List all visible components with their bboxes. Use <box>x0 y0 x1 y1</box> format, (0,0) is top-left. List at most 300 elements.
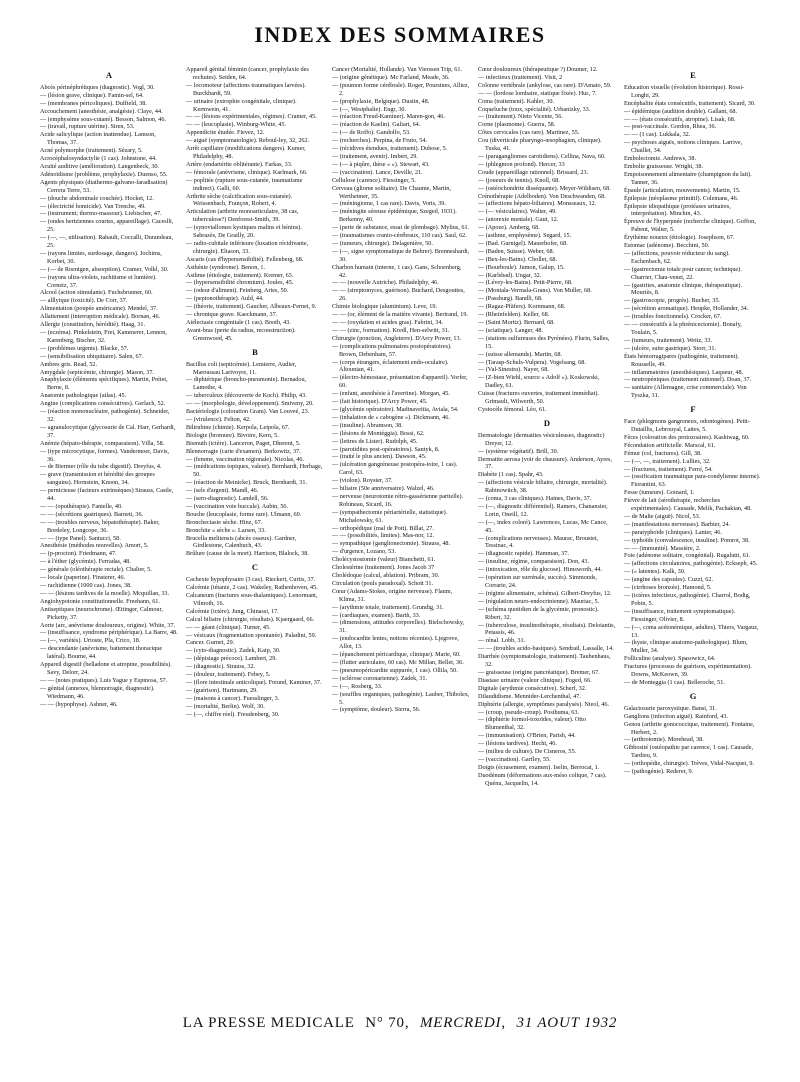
index-entry: — (recherches). Perpina, de Fruto, 54. <box>332 137 428 145</box>
index-entry: — (insuffisance, syndrome périphérique). La Barre, 48. <box>40 629 178 637</box>
index-entry: — — (notes pratiques). Luis Yague y Espinosa, 57. <box>40 676 168 684</box>
index-entry: — (flore intestinale anticolique). Freund, Kaminer, 37. <box>186 678 322 686</box>
index-entry: — (Tarasp-Schuls-Vulpera). Vogelsang, 68. <box>478 358 586 366</box>
index-entry: Anatomie pathologique (atlas). 45. <box>40 392 127 400</box>
index-entry: — — géant (clinique). Turner, 45. <box>186 623 271 631</box>
index-entry: Genou (arthrite gonococcique, traitement). Fontaine, Herbert, 2. <box>624 720 755 736</box>
index-entry: — (ostéochondrite disséquante). Meyer-Wildisen, 68. <box>478 184 611 192</box>
index-entry: — — (lordose lombaire, statique fixée). Huc, 7. <box>478 89 597 97</box>
index-entry: Acné polymorphe (traitement). Sézary, 5. <box>40 147 143 155</box>
index-entry: — (vaccination voie buccale). Aubin, 56. <box>186 502 289 510</box>
index-entry: Encéphalite états consécutifs, traitement). Sicard, 30. <box>624 99 756 107</box>
index-entry: — (traumatismes cranio-cérébraux, 110 cas). Saul, 62. <box>332 232 467 240</box>
index-entry: Ascaris (cas d'hypersensibilité). Fellenberg, 68. <box>186 255 304 263</box>
index-entry: — (insuline). Abramson, 38. <box>332 421 403 429</box>
index-entry: — — (nouvelle Autriche). Philadelphy, 46. <box>332 279 439 287</box>
index-entry: Coma (traitement). Kahler, 30. <box>478 97 555 105</box>
index-entry: — (orthopédie, chirurgie). Trèves, Vidal-Nacquet, 9. <box>624 760 754 768</box>
issue-day: MERCREDI, <box>419 1015 506 1031</box>
index-entry: Duodénum (déformations aux-méso colique, 7 cas). Quénu, Jacquelin, 14. <box>478 771 607 787</box>
index-entry: — graisseuse (origine pancréatique). Bremer, 67. <box>478 668 600 676</box>
index-entry: Anesthésie (méthodes nouvelles). Amort, 5. <box>40 542 149 550</box>
index-entry: Doigts (écrasement, examen). Iselin, Berrocat, 1. <box>478 763 600 771</box>
index-entry: — (fractures, traitement). Ferré, 54. <box>624 465 713 473</box>
index-entry: Chimie biologique (aluminium). Leve, 19. <box>332 303 437 311</box>
index-entry: — — (1 cas). Lukkala, 32. <box>624 131 691 139</box>
index-entry: Bactériologie (coloration Gram). Van Louveé, 23. <box>186 408 310 416</box>
index-entry: — (Z-bien Wiehl, source « Adolf »). Koskowski, Dadley, 61. <box>478 374 600 390</box>
index-entry: — (—, Rosberg, 33. <box>332 682 383 690</box>
index-entry: — (maisons à cancer). Fuesslinger, 3. <box>186 694 280 702</box>
index-entry: Érythème noueux (étiologie). Josephson, 67. <box>624 234 735 242</box>
index-entry: — (électro-hémostase, présentation d'appareil). Vorfer, 60. <box>332 374 468 390</box>
index-entry: Appendicite étudée. Fievez, 12. <box>186 129 265 137</box>
index-entry: Cou (diverticule pharyngo-œsophagien, clinique). Tuska, 41. <box>478 137 602 153</box>
index-entry: — (sympathectomie périartérielle, statistique). Michalowsky, 61. <box>332 508 448 524</box>
index-entry: Bilirubine (chimie). Kerpola, Leipola, 67. <box>186 423 290 431</box>
index-entry: — (perte de substance, essai de plombage). Mylius, 61. <box>332 224 470 232</box>
index-entry: Épreuve de l'hyperpnée (recherche clinique). Goffon, Pabent, Walter, 5. <box>624 218 756 234</box>
index-entry: — (traitement). Nieto Vicente, 56. <box>478 113 563 121</box>
index-entry: — (cardiaques, examen). Barth, 33. <box>332 611 421 619</box>
index-entry: — (coma, 3 cas cliniques). Haines, Davis, 37. <box>478 495 592 503</box>
index-entry: Diastase urinaire (valeur clinique). Foged, 66. <box>478 676 592 684</box>
index-entry: — (synoviallomes kystiques malins et bénins). Sabrazès, De Grailly, 20. <box>186 224 302 240</box>
index-entry: — (ictères infectieux, pathogénie). Charrol, Bodig, Pobin, 5. <box>624 592 751 607</box>
index-entry: — (système végétatif). Brill, 30. <box>478 447 559 455</box>
index-entry: — inflammatoires (anesthésiques). Laqueur, 48. <box>624 368 744 376</box>
index-entry: Estomac (adénome). Becchini, 50. <box>624 242 710 250</box>
index-entry: — — (or, élément de la matière vivante). Bertrand, 19. <box>332 311 468 319</box>
index-entry: — (croup, pseudo-croup). Posthuma, 63. <box>478 708 580 716</box>
index-column <box>478 66 616 1008</box>
index-entry: — à l'éther (glycémie). Ferradas, 48. <box>40 558 131 566</box>
index-entry: — (asthme, emphysème). Segard, 15. <box>478 232 572 240</box>
index-entry: Digitale (arythmie consécutive). Scherf, 32. <box>478 684 587 692</box>
index-entry: Charbon humain (interne, 1 cas). Gans, Schoenberg, 42. <box>332 263 462 279</box>
index-entry: — chronique grave. Kaeckmann, 37. <box>186 311 278 319</box>
index-entry: Angine (complications consécutives). Gerlach, 52. <box>40 400 166 408</box>
index-entry: Fractures (processus de guérison, expérimentation). Downs, McKeown, 39. <box>624 663 752 679</box>
index-entry: — (vaccination). Garfley, 55. <box>478 755 551 763</box>
index-entry: — (manifestations nerveuses). Barbier, 24. <box>624 520 731 528</box>
index-entry: — — (streptomyces, guérison). Buchard, Desgouttes, 26. <box>332 287 465 303</box>
index-entry: Cœur douloureux (thérapeutique ?) Doumer, 12. <box>478 66 598 73</box>
section-letter: B <box>252 346 258 357</box>
index-entry: — (électricité homicide). Van Trenche, 49. <box>40 202 146 210</box>
index-entry: — (poumon forme cérébrale). Roger, Poursines, Alliez, 2. <box>332 81 470 97</box>
index-entry: — (réaction de Meinicke). Bruck, Bernhardt, 31. <box>186 479 307 487</box>
index-entry: — (théorie, traitement). Gaucher, Albeaux-Fernet, 9. <box>186 303 317 311</box>
index-entry: — (paragangliomes carotidiens). Cellina, Nava, 60. <box>478 152 606 160</box>
index-columns <box>40 66 762 1008</box>
index-entry: Embolectomie. Andrews, 38. <box>624 155 697 163</box>
index-entry: Cerveau (gliome solitaire). De Chaume, Martin, Wertheimer, 35. <box>332 184 451 200</box>
index-entry: Asthme (étiologie, traitement). Kremer, 63. <box>186 271 294 279</box>
index-entry: — (régulation neuro-endocrinienne). Mauriac, 5. <box>478 597 600 605</box>
index-entry: — (réaction Freud-Kaminer). Maren-gon, 46. <box>332 113 445 121</box>
index-entry: — sympathique (ganglionectomie). Strauss, 48. <box>332 540 451 548</box>
index-entry: — (origine génétique). Mc Farland, Meade, 36. <box>332 73 450 81</box>
index-entry: — (femme, vaccination régionale). Nicolas, 46. <box>186 455 305 463</box>
index-entry: — diphtérique (broncho-pneumonie). Bernadou, Lamothe, 4. <box>186 376 307 392</box>
index-entry: — (gastroscopie, progrès). Bucher, 35. <box>624 297 720 305</box>
index-entry: Articulation (arthrite monoarticulaire, 38 cas, tuberculose?) Denforest-Smith, 39. <box>186 208 299 224</box>
index-entry: — grave (transmission et hérédité des groupes sanguins). Hornstein, Knoon, 34. <box>40 471 155 487</box>
index-entry: Anaphylaxie (éléments spécifiques). Martin, Prétet, Berne, 8. <box>40 376 168 392</box>
index-entry: — (insuline, régime, comparaison). Don, 43. <box>478 558 590 566</box>
index-entry: Bismuth (ictère). Lanceron, Paget, Dherent, 5. <box>186 439 301 447</box>
index-entry: — — (hypophyse). Ashner, 46. <box>40 700 118 708</box>
index-entry: Fémur (col, fractures). Gill, 38. <box>624 449 702 457</box>
index-entry: Aorte (arc, anévrisme douloureux, origine). White, 37. <box>40 621 176 629</box>
index-entry: — (endocardite lentes, notions récentes). Ljegrove, Allot, 13. <box>332 635 459 651</box>
index-entry: Appareil digestif (belladone et atropine, possibilités). Savy, Delorr, 24. <box>40 661 172 676</box>
index-entry: — — (opothérapie). Fanielle, 40. <box>40 502 123 510</box>
index-entry: — (vaccination). Lance, Deville, 21. <box>332 168 423 176</box>
index-entry: — (diagnostic rapide). Hamman, 37. <box>478 550 569 558</box>
index-entry: — (odeur d'aliment). Feinberg, Aries, 50. <box>186 287 289 295</box>
index-entry: Acide salicylique (action inattendue). Lamson, Thomas, 37. <box>40 131 156 147</box>
index-entry: — (méningite séreuse épidémique, Szeged, 1931). Berkenny, 40. <box>332 208 457 224</box>
index-entry: — paratyphoïde (cliniques). Lanter, 46. <box>624 528 722 536</box>
index-entry: — — consécutifs à la phrénicectomie). Bonafy, Toulain, 5. <box>624 321 742 336</box>
index-entry: — tuberculeux (découverte de Koch). Philip, 43. <box>186 392 307 400</box>
index-entry: — (Apoze). Amberg, 68. <box>478 224 540 232</box>
index-entry: — (—, —, traitement). Lullies, 32. <box>624 457 711 465</box>
index-entry: — (Karlsbad). Ungar, 32. <box>478 271 542 279</box>
index-entry: — — (leucoplasie). Winburg-White, 45. <box>186 121 287 129</box>
index-entry: Anémie (hépato-thérapie, comparaison). Villa, 58. <box>40 439 165 447</box>
index-entry: Asthénie (syndrome). Benon, 1. <box>186 263 266 271</box>
index-entry: Empoisonnement alimentaire (champignon du lait). Tanner, 36. <box>624 170 752 186</box>
index-entry: Adénoïdisme (problème, prophylaxie). Duenso, 55. <box>40 170 168 178</box>
index-entry: Appareil génital féminin (cancer, prophylaxie des rechutes). Seiden, 64. <box>186 66 309 81</box>
index-entry: — (emphysème sous-cutané). Besson, Salmon, 46. <box>40 115 166 123</box>
index-entry: — (travail, rupture utérine). Siren, 53. <box>40 123 135 131</box>
index-entry: — (— à piqûre, thèse « »). Stewart, 43. <box>332 160 430 168</box>
index-entry: Bronchite « sèche ». Larsen, 33. <box>186 526 266 534</box>
index-entry: Alimentation (poupée américaine). Mendel, 37. <box>40 305 158 313</box>
index-entry: — (—, index coloré). Lawrences, Lucas, Mc Cance, 45. <box>478 518 608 534</box>
index-entry: Acuité auditive (amélioration). Langenbeck, 30. <box>40 162 160 170</box>
index-entry: — infectieux (traitement). Visit, 2 <box>478 73 563 81</box>
index-entry: — (angine des capsules). Cuzzi, 62. <box>624 576 714 584</box>
section-letter: D <box>543 417 551 428</box>
index-entry: — aiguë (symptomatologie). Reboul-ley, 32, 262. <box>186 137 310 145</box>
index-entry: — (ulcère, suite gastrique). Storr, 31. <box>624 344 717 352</box>
index-entry: — (pneumopéricardite suppurée, 1 cas). Ollila, 50. <box>332 666 458 674</box>
index-entry: — (joueurs de tennis). Knoll, 68. <box>478 176 560 184</box>
index-entry: Biologie (bromure). Bivoire, Kern, 5. <box>186 431 279 439</box>
index-entry: — (complications nerveuses). Maurac, Broustet, Tessinac, 4. <box>478 534 599 550</box>
index-entry: — (—, signe symptomatique de Behrer). Brenneshardt, 30. <box>332 247 470 263</box>
page-footer <box>0 1015 800 1032</box>
index-entry: — (problèmes urgents). Blacke, 57. <box>40 344 129 352</box>
index-entry: Abcès périnéphrétiques (diagnostic). Vogl, 30. <box>40 83 155 91</box>
index-entry: — (—, chiffre réel). Freudenberg, 30. <box>186 710 280 718</box>
index-entry: Calcaneum (fractures sous-thalamiques). Lenormant, Vilmoth, 16. <box>186 592 318 607</box>
section-letter: G <box>689 690 697 701</box>
index-entry: — (p-procton). Friedmann, 47. <box>40 550 117 558</box>
index-entry: — (immunisation). O'Brien, Parish, 44. <box>478 732 576 740</box>
index-entry: Cachexie hypophysaire (3 cas). Rieckert, Curtis, 37. <box>186 576 316 584</box>
index-entry: — (lésions de Montéggia). Bossi, 62. <box>332 429 425 437</box>
index-entry: — génital (annexes, blennorragie, diagnostic). Wiedmann, 46. <box>40 684 155 700</box>
index-entry: — (Saint Moritz). Bernard, 68. <box>478 319 555 326</box>
index-entry: Bacillus coli (septicémie). Lemierre, Audier, Maroussau Larivoyre, 11. <box>186 360 297 376</box>
index-entry: — (corps étrangers, éclatement endo-oculaire). Altounian, 41. <box>332 358 449 374</box>
index-entry: Bouche (leucoplasie, forme rare). Ulmann, 60. <box>186 510 302 518</box>
index-entry: — post-vaccinale. Gordon, Rhea, 36. <box>624 123 717 131</box>
index-entry: — (douche abdominale couchée). Hocket, 12. <box>40 194 154 202</box>
index-entry: — locomoteur (affections traumatiques larvées). Burckhardt, 59. <box>186 81 306 97</box>
index-entry: — (symptôme, douleur). Sierra, 56. <box>332 706 421 714</box>
issue-date: 31 AOUT 1932 <box>516 1015 618 1031</box>
index-entry: — (milieu de culture). De Cisneros, 55. <box>478 748 577 756</box>
index-entry: Dilaudidisme. Mennider-Lerchenthal, 47. <box>478 692 581 700</box>
index-entry: — (Bex-les-Bains). Chollet, 68. <box>478 255 558 263</box>
index-entry: — (opération sur surrénale, succès). Simmonds, Corrarie, 24. <box>478 574 597 589</box>
index-entry: Galactosurie paroxystique. Bansi, 31. <box>624 704 717 712</box>
index-entry: — orthopédique (mal de Pott). Billat, 27. <box>332 524 434 532</box>
index-entry: — (ulcération gangréneuse postopéra-toire, 1 cas). Carol, 63. <box>332 461 458 477</box>
index-entry: Allergie (constitution, hérédité). Haag, 31. <box>40 321 146 329</box>
index-entry: — (— de Roffo). Gandolfo, 53. <box>332 129 411 137</box>
index-entry: Diabète (1 cas). Spahr, 43. <box>478 471 544 479</box>
index-entry: — (sels d'argent). Mandl, 46. <box>186 487 259 495</box>
index-entry: Épaule (articulation, mouvements). Martin, 15. <box>624 186 741 194</box>
index-entry: Calcémie (ictère). Jung, Chinassi, 17. <box>186 607 279 615</box>
index-entry: — (anorexie mentale). Gaut, 12. <box>478 216 559 224</box>
index-entry: — (médications topiques, valeur). Bernhardt, Herbage, 50. <box>186 463 323 479</box>
index-entry: — (phlegmon profond). Hercer, 33 <box>478 160 565 168</box>
index-entry: — (instrument; thermo-massour). Liebischer, 47. <box>40 210 162 218</box>
index-entry: — (affections vésicule biliaire, chirurgie, mortalité). Rabinowitch, 38. <box>478 479 608 495</box>
index-entry: — (sensibilisation ubiquitaire). Salen, 67. <box>40 352 144 360</box>
index-entry: Angiohypotonie constitutionnelle. Freehann, 61. <box>40 597 160 605</box>
index-entry: Ganglions (infection aiguë). Rainford, 43. <box>624 712 728 720</box>
index-entry: — (cirrhoses bronzée). Hamond, 5. <box>624 584 712 592</box>
index-entry: Allaitement (interruption médicale). Bornan, 46. <box>40 313 161 321</box>
index-entry: — (pathogénie). Rederer, 9. <box>624 768 694 776</box>
index-entry: — (récidives étendues, traitement). Dubose, 5. <box>332 145 448 153</box>
index-entry: — (suisse allemands). Martin, 68. <box>478 350 563 358</box>
index-entry: Brucella melitensis (abcès osseux). Gardner, Girdlestone, Calenbuch, 43. <box>186 534 297 550</box>
index-entry: — de Monteggia (1 cas). Belleroche, 51. <box>624 678 725 686</box>
index-entry: Calcul biliaire (chirurgie, résultats). Kjaergaard, 66. <box>186 615 315 623</box>
index-entry: — (gastrites, anatomie clinique, thérapeutique). Mouriès, 8. <box>624 281 743 297</box>
index-column <box>624 66 762 1008</box>
section-letter: C <box>251 562 259 573</box>
index-entry: — (schéma quotidien de la glycémie, pronostic). Ribert, 32. <box>478 605 599 621</box>
index-entry: — (Rheinfelden). Keller, 68. <box>478 311 550 319</box>
index-entry: — (régime alimentaire, schéma). Gilbert-Dreyfus, 12. <box>478 589 612 597</box>
index-entry: Folliculine (analyse). Spasowicz, 64. <box>624 655 716 663</box>
index-entry: — (ossification traumatique para-condylienne interne). Fiorantini, 63. <box>624 473 761 489</box>
index-entry: Education visuelle (évolution historique). Rossi-Longhi, 29. <box>624 83 745 99</box>
index-entry: — (réaction de Kaelin). Galiart, 64. <box>332 121 421 129</box>
index-entry: Épilepsie (néoplasme primitif). Colemans, 46. <box>624 194 739 202</box>
index-entry: — (dépistage précoce). Lambert, 29. <box>186 655 277 663</box>
index-entry: — fémorale (anévrisme, clinique). Karlmark, 66. <box>186 168 308 176</box>
index-entry: — (troubles fonctionnels). Crocker, 67. <box>624 313 722 321</box>
index-entry: Atélectasie congénitale (1 cas). Booth, 43. <box>186 319 291 326</box>
index-entry: — (Montala-Vermala-Grans). Von Muller, 68. <box>478 287 592 295</box>
index-entry: Cancer. Gurnet, 29. <box>186 639 235 647</box>
index-entry: Diphtérie (allergie, symptômes paralysés). Nieol, 46. <box>478 700 609 708</box>
index-entry: Alcool (action stimulante). Fuchsbrunner, 60. <box>40 289 153 297</box>
index-entry: — (Ragaz-Pfäfers). Kornmann, 68. <box>478 303 566 311</box>
index-entry: — (épanchement péricardique, clinique). Marie, 60. <box>332 651 461 659</box>
index-entry: Coude (appareillage rationnel). Brissard, 23. <box>478 168 589 176</box>
index-entry: — (tumeurs, traitement). Weitz, 33. <box>624 336 713 344</box>
index-entry: — — (lésions expérimentales, régimes). Cramer, 45. <box>186 113 317 121</box>
index-entry: Face (phlegmons gangreneux, odontogènes). Petit-Dutaillis, Lebrouyal, Lattes, 5. <box>624 418 750 433</box>
index-entry: Cœur (Adams-Stokes, origine nerveuse). Flaum, Klima, 31. <box>332 587 453 603</box>
index-entry: Brûlure (cause de la mort). Harrison, Blalock, 38. <box>186 550 309 558</box>
index-entry: — de Biermer (rôle du tube digestif). Dreyfus, 4. <box>40 463 162 471</box>
index-entry: Diarrhée (symptomatologie, traitement). Taubenhaus, 32. <box>478 653 611 669</box>
index-entry: — (flutter auriculaire, 60 cas). Mc Millan, Bellet, 36. <box>332 658 464 666</box>
index-entry: — nerveuse (neurotomie rétro-gassérienne partielle). Robineau, Sicard, 16. <box>332 492 464 508</box>
index-entry: — — (immunité). Massière, 2. <box>624 544 701 552</box>
index-entry: — (virulence). Felton, 42. <box>186 415 251 423</box>
index-entry: — (intoxication, rôle du glucose). Himsworth, 44. <box>478 566 603 574</box>
index-entry: — (inhalation de « cabogène »). Dickmann, 46. <box>332 413 450 421</box>
index-entry: Cholécystostomie (valeur) Bianchetti, 61. <box>332 556 436 564</box>
index-entry: — (membranes péricoliques). Duffield, 38. <box>40 99 147 107</box>
index-entry: — (Passhurg). Bandli, 68. <box>478 295 543 303</box>
index-entry: — (insuffisance, traitement symptomatique). Fiessinger, Olivier, 8. <box>624 607 736 623</box>
index-entry: Cellulose (carence). Fiessinger, 5. <box>332 176 416 184</box>
index-column <box>332 66 470 1008</box>
index-entry: — (stations sulfureuses des Pyrénées). Flurin, Salles, 15. <box>478 334 610 350</box>
index-entry: — (—, coma acétonémique, adultes). Thiers, Vargauz, 13. <box>624 623 759 639</box>
index-entry: Corne (plasmome). Guerra, 58. <box>478 121 556 129</box>
index-entry: — — (lésions tardives de la moelle). Mcquillan, 33. <box>40 589 170 597</box>
index-entry: — descendante (anévrisme, battement thoracique latéral). Bourne, 44. <box>40 645 163 661</box>
index-entry: Artère (endartérite oblitérante). Farkas, 33. <box>186 160 293 168</box>
index-entry: — — (zinc, formation). Kredl, Hen-selwitt, 31. <box>332 326 450 334</box>
index-entry: — poplitée (rupture sous-cutanée, traumatisme indirect). Galli, 60. <box>186 176 303 192</box>
index-entry: — — (type Panel). Santucci, 58. <box>40 534 121 542</box>
index-entry: — (lettres de Lister). Rudolph, 45. <box>332 437 418 445</box>
index-entry: — (—, variétés). Urioste, Pla, Crico, 18. <box>40 637 141 645</box>
index-entry: — — (oxydation et acides gras). Fabrini, 34. <box>332 319 444 326</box>
section-letter: F <box>690 404 696 415</box>
index-entry: — (douleur, traitement). Febey, 5. <box>186 671 271 679</box>
index-entry: — (Baden, Suisse). Weber, 68. <box>478 247 555 255</box>
index-entry: — (souffles organiques, pathogénie). Lauber, Thibolex, 5. <box>332 690 470 706</box>
index-entry: — (Lévey-les-Bains). Petit-Pierre, 68. <box>478 279 573 287</box>
index-entry: — (tuberculose, insulinothérapie, résultats). Deloiantis, Petassis, 46. <box>478 621 616 637</box>
index-entry: — (cyto-diagnostic). Zadek, Kaip, 30. <box>186 647 281 655</box>
index-entry: — (arythmie totale, traitement). Grundig, 31. <box>332 603 444 611</box>
index-entry: — (rayons limites, surdosage, dangers). Jochims, Korbet, 30. <box>40 249 162 265</box>
index-entry: Cholestérine (traitement). Jones Jacob 37 <box>332 564 435 572</box>
index-entry: — (réaction mononucléaire, pathogénie). Schneider, 32. <box>40 408 170 423</box>
index-entry: — (hypersensibilité chromium). Joules, 45. <box>186 279 294 287</box>
index-entry: Cystocèle fémoral. Léo, 61. <box>478 405 547 413</box>
index-entry: — (diphtérie formol-toxoïdes, valeur). Otto Blumenthal, 32. <box>478 716 586 732</box>
index-entry: — (tumeurs, chirurgie). Delagenière, 50. <box>332 239 433 247</box>
index-entry: Arthrite sèche (calcification sous-cutanée). Weissenbach, Françon, Robert, 4. <box>186 192 293 208</box>
index-entry: — (traité le plus ancien). Dawson, 45. <box>332 453 427 461</box>
index-entry: Avant-bras (perte du radius, reconstruction). Greenwood, 45. <box>186 326 296 342</box>
index-entry: — (— vésiculaires). Walter, 49. <box>478 208 557 216</box>
index-entry: — (sciatique). Langer, 48. <box>478 326 544 334</box>
index-entry: Fécondation artificielle. Marscal, 61. <box>624 441 716 449</box>
index-entry: Embolie graisseuse. Wright, 38. <box>624 162 704 170</box>
index-entry: Fièvre de lait (sérothérapie, recherches expérimentales). Causade, Melik, Pachakian, 48. <box>624 497 752 513</box>
index-entry: Côtes cervicales (cas rare). Martinez, 55. <box>478 129 580 137</box>
index-entry: — (sécrétion aromatique). Heupke, Hollander, 34. <box>624 305 749 313</box>
issue-number: N° 70, <box>365 1015 410 1031</box>
index-entry: — (peptonothérapie). Auld, 44. <box>186 295 264 303</box>
index-entry: — radio-cubitale inférieure (luxation récidivante, chirurgie). Eliason, 33. <box>186 239 309 255</box>
index-entry: — (traitement, avenir). Imbert, 29. <box>332 152 418 160</box>
index-entry: — (Bad. Gurnigel). Mauerhofer, 68. <box>478 239 568 247</box>
index-entry: — (affections circulatoires, pathogénie). Eckseph, 45. <box>624 560 758 568</box>
index-entry: Foie (adénome solitaire, congénital). Rugalutti, 61. <box>624 552 751 560</box>
index-entry: — — (morphologie, développement). Smiveny, 20. <box>186 400 314 408</box>
index-entry: Dermatologie (dermatites vésiculeuses, diagnostic) Dreyer, 12. <box>478 431 605 447</box>
index-entry: Cuisse (fractures ouvertes, traitement immédiat). Grimault, Wilwerth, 50. <box>478 390 599 406</box>
index-entry: — générale (oléothérapie rectale). Chalier, 5. <box>40 566 152 574</box>
index-entry: — épidémique (audition double). Gallant, 68. <box>624 107 738 115</box>
index-entry: — (Bourboule). Jumon, Galup, 15. <box>478 263 565 271</box>
index-entry: — de Malte (aiguë). Nicol, 53. <box>624 512 701 520</box>
page-title: INDEX DES SOMMAIRES <box>254 22 546 47</box>
index-entry: — (« latentes). Kalk, 30. <box>624 568 686 576</box>
index-entry: — psychoses aiguës, notions cliniques. Larrive, Chaillet, 34. <box>624 139 743 155</box>
index-entry: — (eczéma). Pinkelstein, Frei, Kammerer, Lennon, Karenberg, Bischer, 32. <box>40 329 167 344</box>
index-entry: — — (troubles nerveux, hépatothérapie). Baker, Bordeley, Longcope, 36. <box>40 518 160 534</box>
index-entry: — (méningiome, 1 cas rare). Davis, Voris, 39. <box>332 200 446 208</box>
index-entry: — locale (paperine). Finsterer, 46. <box>40 574 126 582</box>
index-entry: — (arthrotomie). Morehead, 38. <box>624 736 704 744</box>
index-entry: Dermatite aerosa (voir de chausure). Anderson, Ayres, 37. <box>478 455 612 471</box>
index-entry: — vésicaux (fragmentation spontanée). Paladini, 59. <box>186 631 317 639</box>
index-entry: — (dimensions, attitudes corporelles). Bielschowsky, 31. <box>332 619 465 635</box>
index-entry: — (guérison). Hartmann, 29. <box>186 686 258 694</box>
index-entry: — (gastrectomie totale pour cancer, technique). Charrier, Chau-venet, 22. <box>624 265 742 281</box>
index-entry: — (lésion grave, clinique). Famin-sel, 64. <box>40 91 144 99</box>
index-entry: — (complications pulmonaires postopératoires). Brown, Debenham, 57. <box>332 342 452 358</box>
index-entry: Crénothérapie (Adelboden). Von Deschwanden, 68. <box>478 192 606 200</box>
index-entry: Circulation (pouls paradoxal). Schott 31. <box>332 579 434 587</box>
index-entry: — (Val-Sinestra). Nayer, 68. <box>478 366 549 374</box>
index-entry: — (parotidites post-opératoires). Santyk, 8. <box>332 445 440 453</box>
index-entry: — (glycémie opératoire). Madinaveitia, Aviala, 54. <box>332 405 459 413</box>
index-entry: — — (troubles acido-basiques). Sendrail, Lassalle, 14. <box>478 645 614 653</box>
index-entry: Fèces (coloration des protozoaires). Kashiwag, 60. <box>624 433 750 441</box>
index-entry: — rachidienne (1000 cas). Jones, 38. <box>40 582 132 589</box>
index-entry: Ambres gris. Read, 52. <box>40 360 98 368</box>
index-entry: — pernicieuse (facteurs extrinsèques) Strauss, Castle, 44. <box>40 487 174 503</box>
index-entry: — (kyste, clinique anatomo-pathologique). Blum, Muller, 34. <box>624 639 748 655</box>
index-entry: — (fait historique). D'Arcy Power, 45. <box>332 398 428 406</box>
index-entry: — d'urgence, Lozano, 53. <box>332 548 396 556</box>
index-entry: — (—, Westphalie). Engr, 30. <box>332 105 407 113</box>
index-entry: Cholédoque (calcul, ablation). Pribram, 30. <box>332 572 440 579</box>
index-entry: — alllyique (toxicité). De Corr, 37. <box>40 297 128 305</box>
index-entry: — neutropéniques (traitement rationnel). Doan, 37. <box>624 376 752 384</box>
index-entry: Épilepsie idiopathique (protéases urinaires, interprétation). Minchin, 43. <box>624 202 731 218</box>
index-entry: — biliaire (50e anniversaire). Walzel, 46. <box>332 485 435 493</box>
index-entry: Agents physiques (diathermo-galvano-faradisation) Cerrera Terre, 53. <box>40 178 168 194</box>
